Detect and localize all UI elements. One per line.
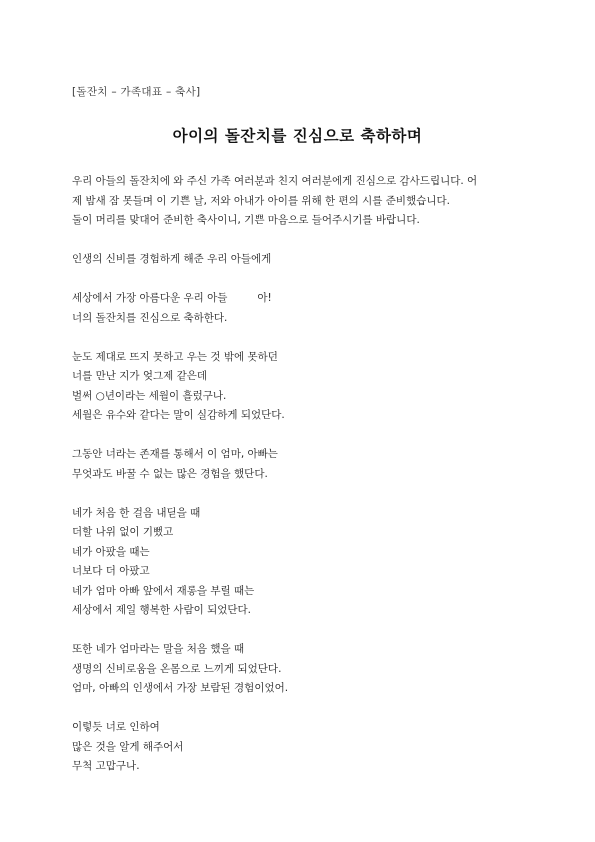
poem-line: 더할 나위 없이 기뻤고 bbox=[72, 526, 174, 538]
intro-line: 둘이 머리를 맞대어 준비한 축사이니, 기쁜 마음으로 들어주시기를 바랍니다. bbox=[72, 214, 420, 226]
poem-stanza bbox=[72, 289, 532, 328]
poem-line: 너보다 더 아팠고 bbox=[72, 565, 150, 577]
intro-line: 우리 아들의 돌잔치에 와 주신 가족 여러분과 친지 여러분에게 진심으로 감사드립니다. 어 bbox=[72, 175, 478, 187]
poem-line: 네가 아팠을 때는 bbox=[72, 545, 150, 558]
document-body bbox=[72, 172, 532, 777]
poem-stanza bbox=[72, 504, 532, 621]
poem-line: 무엇과도 바꿀 수 없는 많은 경험을 했단다. bbox=[72, 467, 268, 480]
poem-stanza bbox=[72, 250, 532, 270]
poem-line: 눈도 제대로 뜨지 못하고 우는 것 밖에 못하던 bbox=[72, 350, 278, 363]
poem-line: 네가 엄마 아빠 앞에서 재롱을 부릴 때는 bbox=[72, 584, 255, 597]
poem-line: 벌써 ○년이라는 세월이 흘렀구나. bbox=[72, 389, 227, 402]
poem-line: 세월은 유수와 같다는 말이 실감하게 되었단다. bbox=[72, 409, 285, 421]
poem-stanza bbox=[72, 718, 532, 777]
poem-stanza bbox=[72, 348, 532, 426]
poem-line: 세상에서 제일 행복한 사람이 되었단다. bbox=[72, 604, 251, 616]
poem-line: 네가 처음 한 걸음 내딛을 때 bbox=[72, 506, 201, 519]
poem-line-part: 세상에서 가장 아름다운 우리 아들 bbox=[72, 292, 228, 304]
document-category: [돌잔치 – 가족대표 – 축사] bbox=[72, 86, 201, 98]
document-title: 아이의 돌잔치를 진심으로 축하하며 bbox=[172, 127, 423, 145]
poem-line: 무척 고맙구나. bbox=[72, 760, 140, 772]
poem-line: 이렇듯 너로 인하여 bbox=[72, 721, 160, 733]
poem-line: 또한 네가 엄마라는 말을 처음 했을 때 bbox=[72, 643, 245, 655]
poem-line bbox=[72, 289, 532, 309]
poem-line: 많은 것을 알게 해주어서 bbox=[72, 740, 184, 753]
intro-paragraph bbox=[72, 172, 532, 231]
poem-line: 너의 돌잔치를 진심으로 축하한다. bbox=[72, 311, 228, 324]
poem-line: 생명의 신비로움을 온몸으로 느끼게 되었단다. bbox=[72, 662, 282, 675]
poem-line: 그동안 너라는 존재를 통해서 이 엄마, 아빠는 bbox=[72, 448, 278, 460]
poem-line: 인생의 신비를 경험하게 해준 우리 아들에게 bbox=[72, 253, 272, 265]
poem-stanza bbox=[72, 640, 532, 699]
poem-line-part: 아! bbox=[257, 292, 272, 304]
intro-line: 제 밤새 잠 못들며 이 기쁜 날, 저와 아내가 아이를 위해 한 편의 시를 준비했습니다. bbox=[72, 194, 450, 207]
poem-line: 엄마, 아빠의 인생에서 가장 보람된 경험이었어. bbox=[72, 682, 289, 694]
poem-stanza bbox=[72, 445, 532, 484]
poem-line: 너를 만난 지가 엊그제 같은데 bbox=[72, 370, 208, 382]
